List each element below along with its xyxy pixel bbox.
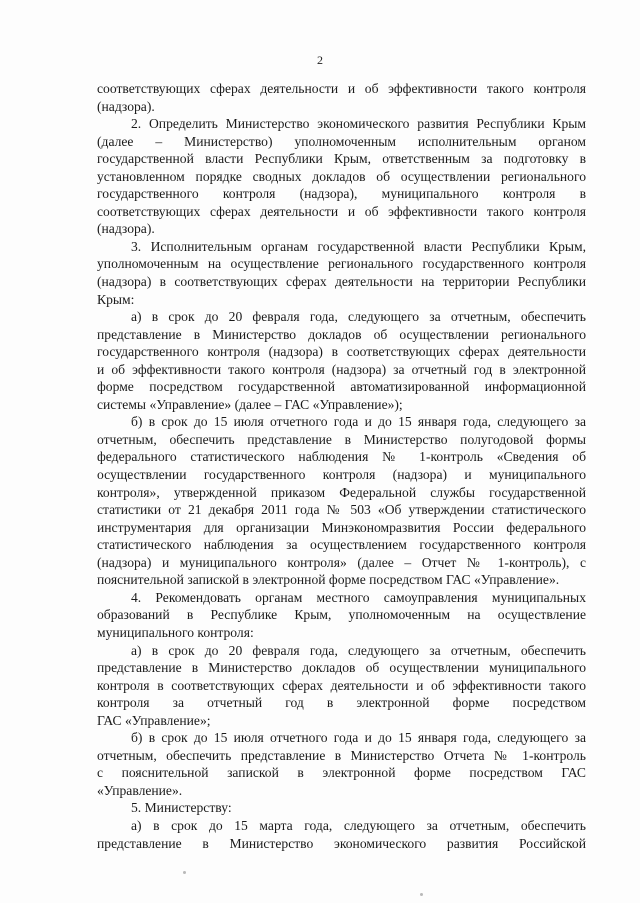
text-line: представление в Министерство экономического развития Российской	[97, 835, 586, 851]
text-line: контроля за отчетный год в электронной форме посредством	[97, 695, 586, 711]
text-line: б) в срок до 15 июля отчетного года и до 15 января года, следующего за	[131, 730, 586, 746]
text-line: ГАС «Управление»;	[97, 712, 211, 728]
text-line: установленном порядке сводных докладов об осуществлении регионального	[97, 168, 586, 184]
text-line: осуществлении государственного контроля (надзора) и муниципального	[97, 467, 586, 483]
text-line: а) в срок до 20 февраля года, следующего за отчетным, обеспечить	[131, 642, 586, 658]
text-line: (надзора).	[97, 221, 155, 237]
text-line: отчетным, обеспечить представление в Министерство полугодовой формы	[97, 431, 586, 447]
text-line: а) в срок до 20 февраля года, следующего за отчетным, обеспечить	[131, 309, 586, 325]
text-line: и об эффективности такого контроля (надзора) за отчетный год в электронной	[97, 361, 586, 377]
text-line: соответствующих сферах деятельности и об эффективности такого контроля	[97, 81, 586, 96]
text-line: статистики от 21 декабря 2011 года № 503 «Об утверждении статистического	[97, 502, 586, 518]
text-line: инструментария для организации Минэкономразвития России федерального	[97, 519, 586, 535]
text-line: (надзора) в соответствующих сферах деятельности на территории Республики	[97, 274, 586, 290]
text-line: «Управление».	[97, 782, 183, 798]
text-line: (далее – Министерство) уполномоченным исполнительным органом	[97, 133, 586, 149]
text-line: представление в Министерство докладов об осуществлении муниципального	[97, 660, 586, 676]
text-line: 4. Рекомендовать органам местного самоуправления муниципальных	[131, 589, 586, 605]
text-line: контроля в соответствующих сферах деятельности и об эффективности такого	[97, 677, 586, 693]
page-number: 2	[317, 53, 323, 67]
text-line: представление в Министерство докладов об осуществлении регионального	[97, 326, 586, 342]
text-line: а) в срок до 15 марта года, следующего за отчетным, обеспечить	[131, 817, 586, 833]
scan-speck	[420, 893, 423, 896]
text-line: (надзора) и муниципального контроля» (далее – Отчет № 1-контроль), с	[97, 554, 586, 570]
text-line: системы «Управление» (далее – ГАС «Управление»);	[97, 396, 403, 412]
text-line: образований в Республике Крым, уполномоченным на осуществление	[97, 607, 586, 623]
text-line: с пояснительной запиской в электронной форме посредством ГАС	[97, 765, 586, 781]
text-line: муниципального контроля:	[97, 624, 254, 640]
text-line: федерального статистического наблюдения № 1-контроль «Сведения об	[97, 449, 586, 465]
text-line: статистического наблюдения за осуществлением государственного контроля	[97, 537, 586, 553]
text-line: соответствующих сферах деятельности и об эффективности такого контроля	[97, 203, 586, 219]
text-line: форме посредством государственной автоматизированной информационной	[97, 379, 586, 395]
text-line: пояснительной запиской в электронной форме посредством ГАС «Управление».	[97, 572, 560, 588]
text-line: (надзора).	[97, 98, 155, 114]
text-line: контроля», утвержденной приказом Федеральной службы государственной	[97, 484, 586, 500]
text-line: уполномоченным на осуществление регионального государственного контроля	[97, 256, 586, 272]
text-line: государственного контроля (надзора) в соответствующих сферах деятельности	[97, 344, 586, 360]
text-line: 5. Министерству:	[131, 800, 232, 816]
text-line: б) в срок до 15 июля отчетного года и до 15 января года, следующего за	[131, 414, 586, 430]
document-body	[97, 80, 586, 852]
text-line: государственного контроля (надзора), муниципального контроля в	[97, 186, 586, 202]
text-line: 2. Определить Министерство экономического развития Республики Крым	[131, 116, 586, 132]
scan-speck	[183, 871, 186, 874]
text-line: Крым:	[97, 291, 135, 307]
text-line: государственной власти Республики Крым, ответственным за подготовку в	[97, 151, 586, 167]
text-line: отчетным, обеспечить представление в Министерство Отчета № 1-контроль	[97, 747, 586, 763]
text-line: 3. Исполнительным органам государственной власти Республики Крым,	[131, 238, 586, 254]
